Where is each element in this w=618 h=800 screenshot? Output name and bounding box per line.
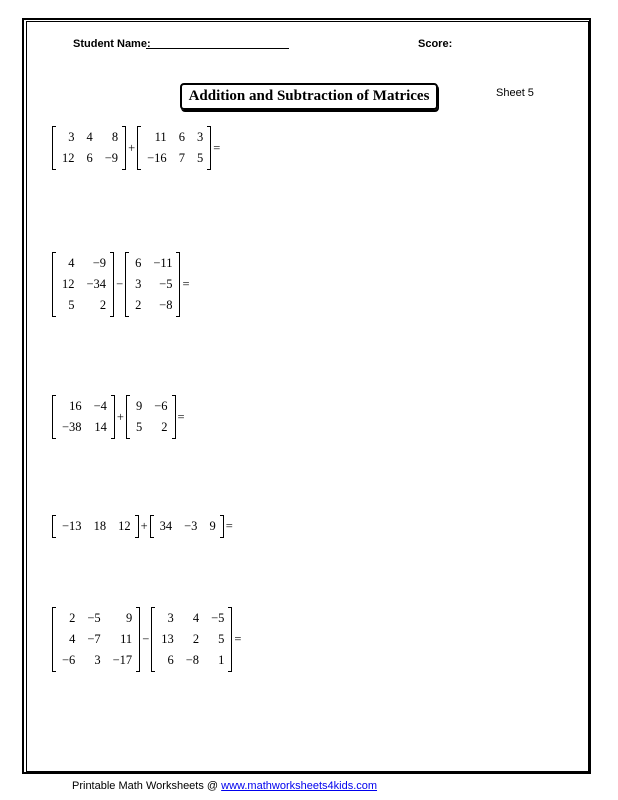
matrix-cell: −5: [87, 611, 101, 625]
matrix-a: [52, 253, 114, 316]
equals-sign: =: [234, 632, 242, 646]
matrix-cell: −8: [185, 653, 200, 667]
matrix-cell: 2: [99, 298, 107, 312]
equals-sign: =: [213, 140, 221, 155]
operator-sign: +: [140, 519, 148, 533]
matrix-cell: −5: [211, 611, 225, 625]
problem-2: [52, 253, 192, 316]
matrix-cell: 14: [94, 420, 107, 434]
footer: [72, 780, 377, 792]
matrix-cell: −11: [153, 256, 173, 270]
operator-sign: +: [116, 409, 124, 424]
matrix-a: [52, 516, 139, 537]
problem-5: [52, 608, 243, 671]
footer-text: Printable Math Worksheets @: [72, 780, 222, 792]
matrix-cell: −16: [147, 151, 167, 165]
matrix-cell: 2: [161, 420, 168, 434]
matrix-cell: 6: [135, 256, 142, 270]
matrix-b: [125, 253, 180, 316]
matrix-cell: −8: [159, 298, 173, 312]
problem-1: [52, 127, 222, 169]
matrix-a: [52, 396, 115, 438]
matrix-cell: 12: [118, 519, 131, 533]
operator-sign: −: [116, 277, 124, 291]
matrix-cell: 11: [154, 130, 167, 144]
problem-3: [52, 396, 187, 438]
matrix-cell: 3: [68, 130, 75, 144]
matrix-cell: 1: [218, 653, 225, 667]
operator-sign: +: [128, 140, 136, 155]
matrix-cell: 5: [68, 298, 75, 312]
operator-sign: −: [142, 632, 150, 646]
sheet-number: Sheet 5: [496, 87, 534, 99]
matrix-cell: 18: [93, 519, 107, 533]
matrix-b: [150, 516, 224, 537]
matrix-a: [52, 127, 126, 169]
matrix-cell: 3: [135, 277, 142, 291]
matrix-cell: 5: [218, 632, 225, 646]
equals-sign: =: [182, 277, 190, 291]
matrix-cell: 16: [69, 399, 82, 413]
footer-link[interactable]: www.mathworksheets4kids.com: [221, 780, 378, 792]
matrix-cell: −34: [86, 277, 107, 291]
matrix-cell: 12: [62, 151, 75, 165]
matrix-b: [151, 608, 232, 671]
matrix-cell: 5: [196, 151, 204, 165]
equals-sign: =: [177, 409, 185, 424]
matrix-cell: 6: [167, 653, 174, 667]
student-name-label: Student Name:: [73, 38, 151, 50]
student-name-line: [146, 48, 289, 49]
matrix-cell: 8: [111, 130, 119, 144]
matrix-cell: 9: [209, 519, 216, 533]
matrix-cell: 34: [159, 519, 173, 533]
matrix-cell: −9: [92, 256, 107, 270]
matrix-cell: −3: [184, 519, 198, 533]
matrix-cell: 6: [178, 130, 185, 144]
matrix-cell: −5: [159, 277, 173, 291]
matrix-cell: 4: [192, 611, 200, 625]
matrix-cell: −13: [62, 519, 82, 533]
matrix-cell: 3: [94, 653, 101, 667]
matrix-cell: −7: [87, 632, 101, 646]
matrix-cell: −38: [62, 420, 82, 434]
matrix-cell: 4: [69, 632, 76, 646]
matrix-cell: 11: [120, 632, 133, 646]
matrix-cell: 2: [135, 298, 142, 312]
equals-sign: =: [225, 519, 233, 533]
matrix-cell: 4: [68, 256, 75, 270]
matrix-cell: −17: [112, 653, 133, 667]
problem-4: [52, 516, 235, 537]
matrix-cell: 9: [135, 399, 143, 413]
matrix-cell: 3: [167, 611, 174, 625]
matrix-cell: 9: [125, 611, 133, 625]
matrix-cell: −6: [154, 399, 168, 413]
matrix-cell: −9: [104, 151, 119, 165]
matrix-cell: −6: [62, 653, 76, 667]
matrix-cell: 4: [86, 130, 93, 144]
matrix-cell: 13: [161, 632, 174, 646]
matrix-a: [52, 608, 140, 671]
matrix-cell: 5: [135, 420, 143, 434]
matrix-cell: 6: [86, 151, 93, 165]
matrix-b: [126, 396, 176, 438]
matrix-cell: −4: [93, 399, 107, 413]
matrix-cell: 2: [69, 611, 76, 625]
matrix-cell: 12: [62, 277, 75, 291]
matrix-b: [137, 127, 211, 169]
matrix-cell: 2: [192, 632, 200, 646]
matrix-cell: 3: [196, 130, 204, 144]
score-label: Score:: [418, 38, 453, 50]
worksheet-title: Addition and Subtraction of Matrices: [180, 83, 438, 110]
matrix-cell: 7: [178, 151, 185, 165]
